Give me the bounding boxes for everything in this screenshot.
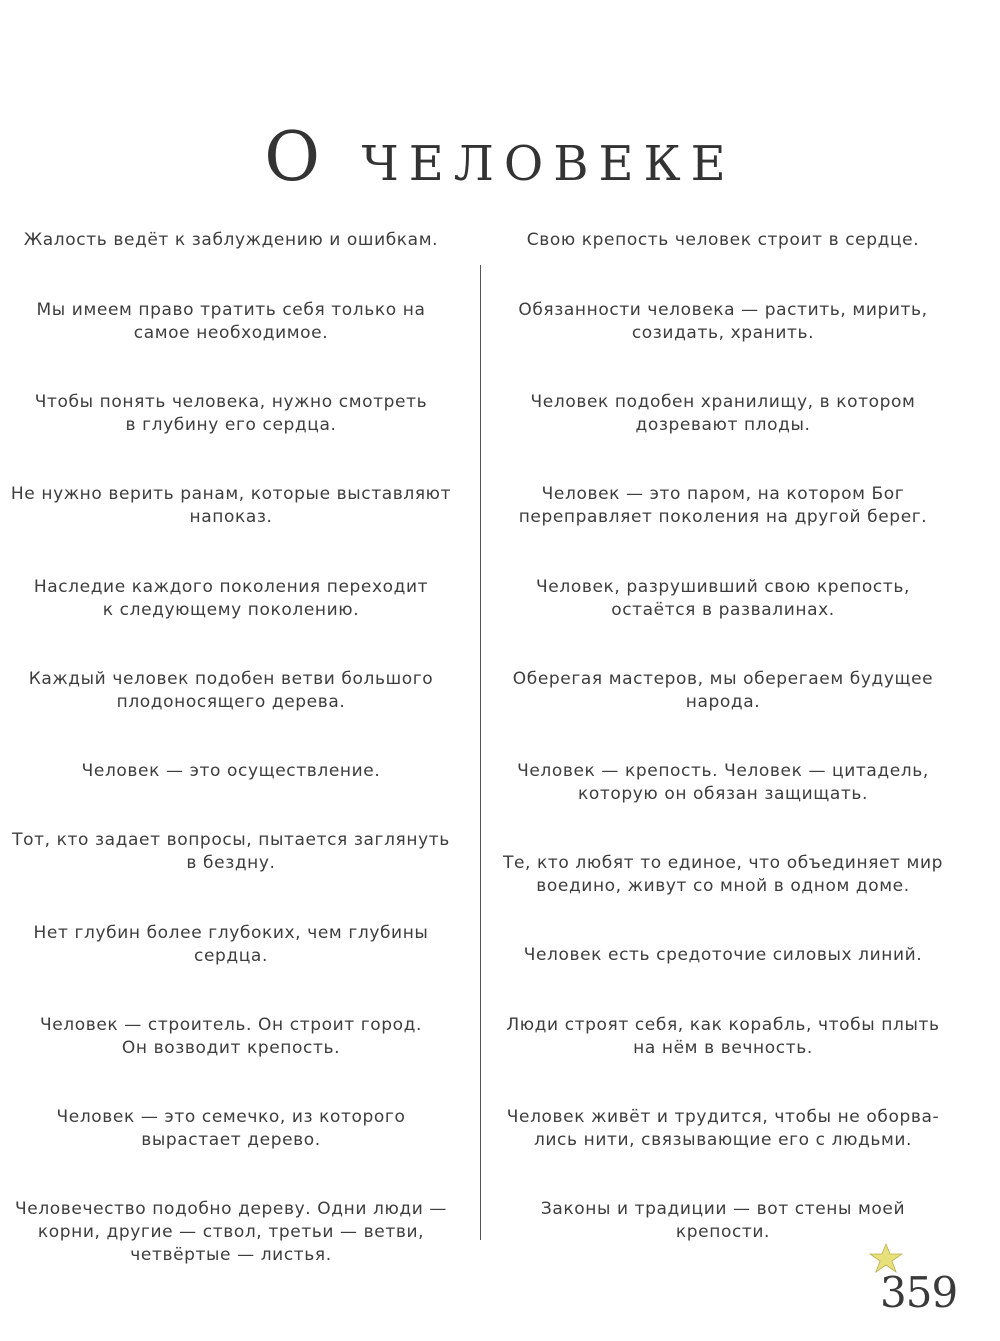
quote-item: Люди строят себя, как корабль, чтобы плыть на нём в вечность. [506, 1015, 940, 1058]
quote-item: Человек — это паром, на котором Бог переправляет поколения на другой берег. [518, 484, 928, 527]
quote-item: Человек — это осуществление. [81, 761, 381, 781]
quote-item: Тот, кто задает вопросы, пытается заглянуть в бездну. [12, 830, 450, 873]
quote-item: Человек есть средоточие силовых линий. [523, 945, 923, 965]
quote-item: Свою крепость человек строит в сердце. [526, 230, 920, 250]
page-number: 359 [880, 1268, 958, 1317]
quote-item: Те, кто любят то единое, что объединяет мир воедино, живут со мной в одном доме. [502, 853, 944, 896]
quote-item: Человек живёт и трудится, чтобы не оборва- лись нити, связывающие его с людьми. [506, 1107, 940, 1150]
quote-item: Человечество подобно дереву. Одни люди — корни, другие — ствол, третьи — ветви, четвёртые — листья. [15, 1199, 447, 1265]
quote-item: Человек — крепость. Человек — цитадель, которую он обязан защищать. [517, 761, 929, 804]
quote-item: Каждый человек подобен ветви большого плодоносящего дерева. [28, 669, 434, 712]
quote-item: Законы и традиции — вот стены моей крепости. [540, 1199, 906, 1242]
page-title: О человеке [264, 118, 736, 197]
quote-item: Чтобы понять человека, нужно смотреть в глубину его сердца. [34, 392, 428, 435]
quote-item: Мы имеем право тратить себя только на самое необходимое. [36, 300, 426, 343]
quote-item: Жалость ведёт к заблуждению и ошибкам. [23, 230, 439, 250]
quote-item: Оберегая мастеров, мы оберегаем будущее народа. [512, 669, 934, 712]
quote-item: Наследие каждого поколения переходит к следующему поколению. [33, 577, 429, 620]
quote-item: Человек подобен хранилищу, в котором дозревают плоды. [530, 392, 916, 435]
quote-item: Человек — строитель. Он строит город. Он возводит крепость. [39, 1015, 423, 1058]
quote-item: Обязанности человека — растить, мирить, созидать, хранить. [518, 300, 928, 343]
quote-item: Человек, разрушивший свою крепость, остаётся в развалинах. [536, 577, 910, 620]
quote-item: Нет глубин более глубоких, чем глубины сердца. [33, 923, 429, 966]
quote-item: Не нужно верить ранам, которые выставляют напоказ. [10, 484, 452, 527]
column-divider [480, 265, 481, 1240]
quote-item: Человек — это семечко, из которого вырастает дерево. [56, 1107, 406, 1150]
